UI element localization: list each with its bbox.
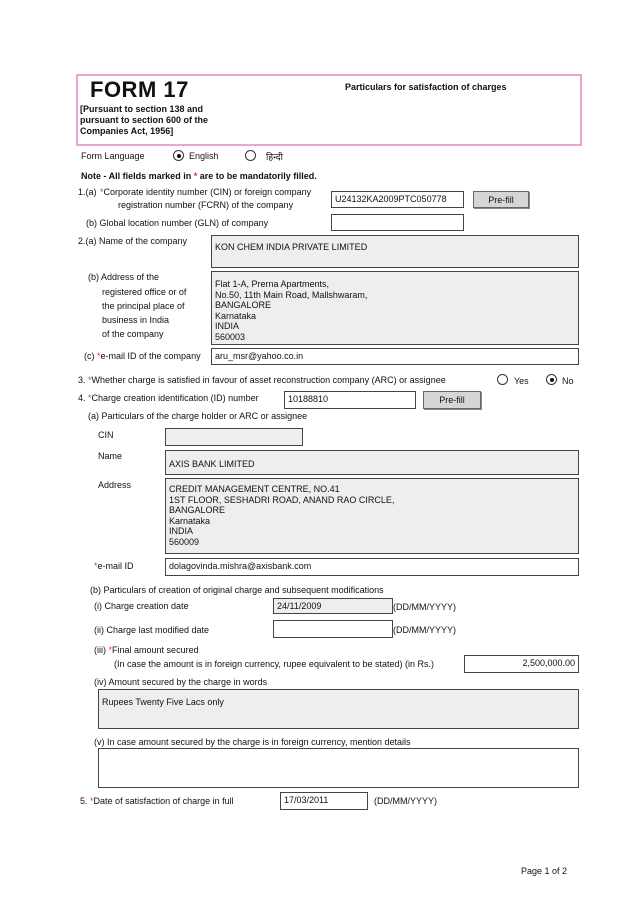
final-amount-sub: (In case the amount is in foreign currency, rupee equivalent to be stated) (in Rs.) (114, 659, 434, 669)
modified-date-input[interactable] (273, 620, 393, 638)
amount-words-label: (iv) Amount secured by the charge in words (94, 677, 268, 687)
creation-date-format: (DD/MM/YYYY) (393, 602, 456, 612)
q1a-label: *Corporate identity number (CIN) or foreign company (100, 187, 312, 197)
arc-no-label: No (562, 376, 574, 386)
holder-name-label: Name (98, 451, 123, 461)
holder-email-label: *e-mail ID (94, 561, 134, 571)
gln-input[interactable] (331, 214, 464, 231)
q5-label: 5. *Date of satisfaction of charge in full (80, 796, 234, 806)
q1b-label: (b) Global location number (GLN) of company (86, 218, 269, 228)
pursuant-text: [Pursuant to section 138 and pursuant to section 600 of the Companies Act, 1956] (80, 104, 209, 136)
q3-label: 3. *Whether charge is satisfied in favour of asset reconstruction company (ARC) or assignee (78, 375, 446, 385)
q2b-label-4: of the company (102, 329, 164, 339)
holder-address-input[interactable]: CREDIT MANAGEMENT CENTRE, NO.41 1ST FLOOR, SESHADRI ROAD, ANAND RAO CIRCLE, BANGALORE Karnataka INDIA 560009 (165, 478, 579, 554)
q4a-label: (a) Particulars of the charge holder or ARC or assignee (88, 411, 308, 421)
creation-date-input[interactable]: 24/11/2009 (273, 598, 393, 614)
q2a-label: 2.(a) Name of the company (78, 236, 188, 246)
holder-cin-label: CIN (98, 430, 114, 440)
company-name-input[interactable]: KON CHEM INDIA PRIVATE LIMITED (211, 235, 579, 268)
amount-words-input[interactable]: Rupees Twenty Five Lacs only (98, 689, 579, 729)
q2b-label-2: the principal place of (102, 301, 185, 311)
satisfaction-date-input[interactable]: 17/03/2011 (280, 792, 368, 810)
arc-no-radio[interactable] (546, 374, 557, 385)
holder-email-input[interactable]: dolagovinda.mishra@axisbank.com (165, 558, 579, 576)
form-heading: Particulars for satisfaction of charges (345, 82, 507, 92)
charge-id-prefill-button[interactable]: Pre-fill (423, 391, 481, 409)
holder-cin-input[interactable] (165, 428, 303, 446)
holder-name-input[interactable]: AXIS BANK LIMITED (165, 450, 579, 475)
cin-prefill-button[interactable]: Pre-fill (473, 191, 529, 208)
form-title: FORM 17 (90, 77, 189, 102)
language-hindi-radio[interactable] (245, 150, 256, 161)
language-english-label: English (189, 151, 219, 161)
creation-date-label: (i) Charge creation date (94, 601, 189, 611)
language-hindi-label: हिन्दी (266, 153, 284, 163)
final-amount-input[interactable]: 2,500,000.00 (464, 655, 579, 673)
q2b-label-1: registered office or of (102, 287, 187, 297)
modified-date-label: (ii) Charge last modified date (94, 625, 210, 635)
arc-yes-radio[interactable] (497, 374, 508, 385)
satisfaction-date-format: (DD/MM/YYYY) (374, 796, 437, 806)
modified-date-format: (DD/MM/YYYY) (393, 625, 456, 635)
charge-id-input[interactable]: 10188810 (284, 391, 416, 409)
q2b-label-3: business in India (102, 315, 170, 325)
language-english-radio[interactable] (173, 150, 184, 161)
q2b-label-0: (b) Address of the (88, 272, 160, 282)
holder-address-label: Address (98, 480, 132, 490)
cin-input[interactable]: U24132KA2009PTC050778 (331, 191, 464, 208)
arc-yes-label: Yes (514, 376, 529, 386)
q1a-number: 1.(a) (78, 187, 97, 197)
page-number: Page 1 of 2 (521, 866, 568, 876)
language-label: Form Language (81, 151, 145, 161)
foreign-currency-label: (v) In case amount secured by the charge is in foreign currency, mention details (94, 737, 411, 747)
q1a-label-line2: registration number (FCRN) of the company (118, 200, 294, 210)
q4-label: 4. *Charge creation identification (ID) number (78, 393, 259, 403)
company-email-input[interactable]: aru_msr@yahoo.co.in (211, 348, 579, 365)
q2c-label: (c) *e-mail ID of the company (84, 351, 201, 361)
q4b-label: (b) Particulars of creation of original charge and subsequent modifications (90, 585, 384, 595)
final-amount-label: (iii) *Final amount secured (94, 645, 199, 655)
foreign-currency-input[interactable] (98, 748, 579, 788)
mandatory-note: Note - All fields marked in * are to be mandatorily filled. (81, 171, 317, 181)
company-address-input[interactable]: Flat 1-A, Prerna Apartments, No.50, 11th Main Road, Mallshwaram, BANGALORE Karnataka INDIA 560003 (211, 271, 579, 345)
